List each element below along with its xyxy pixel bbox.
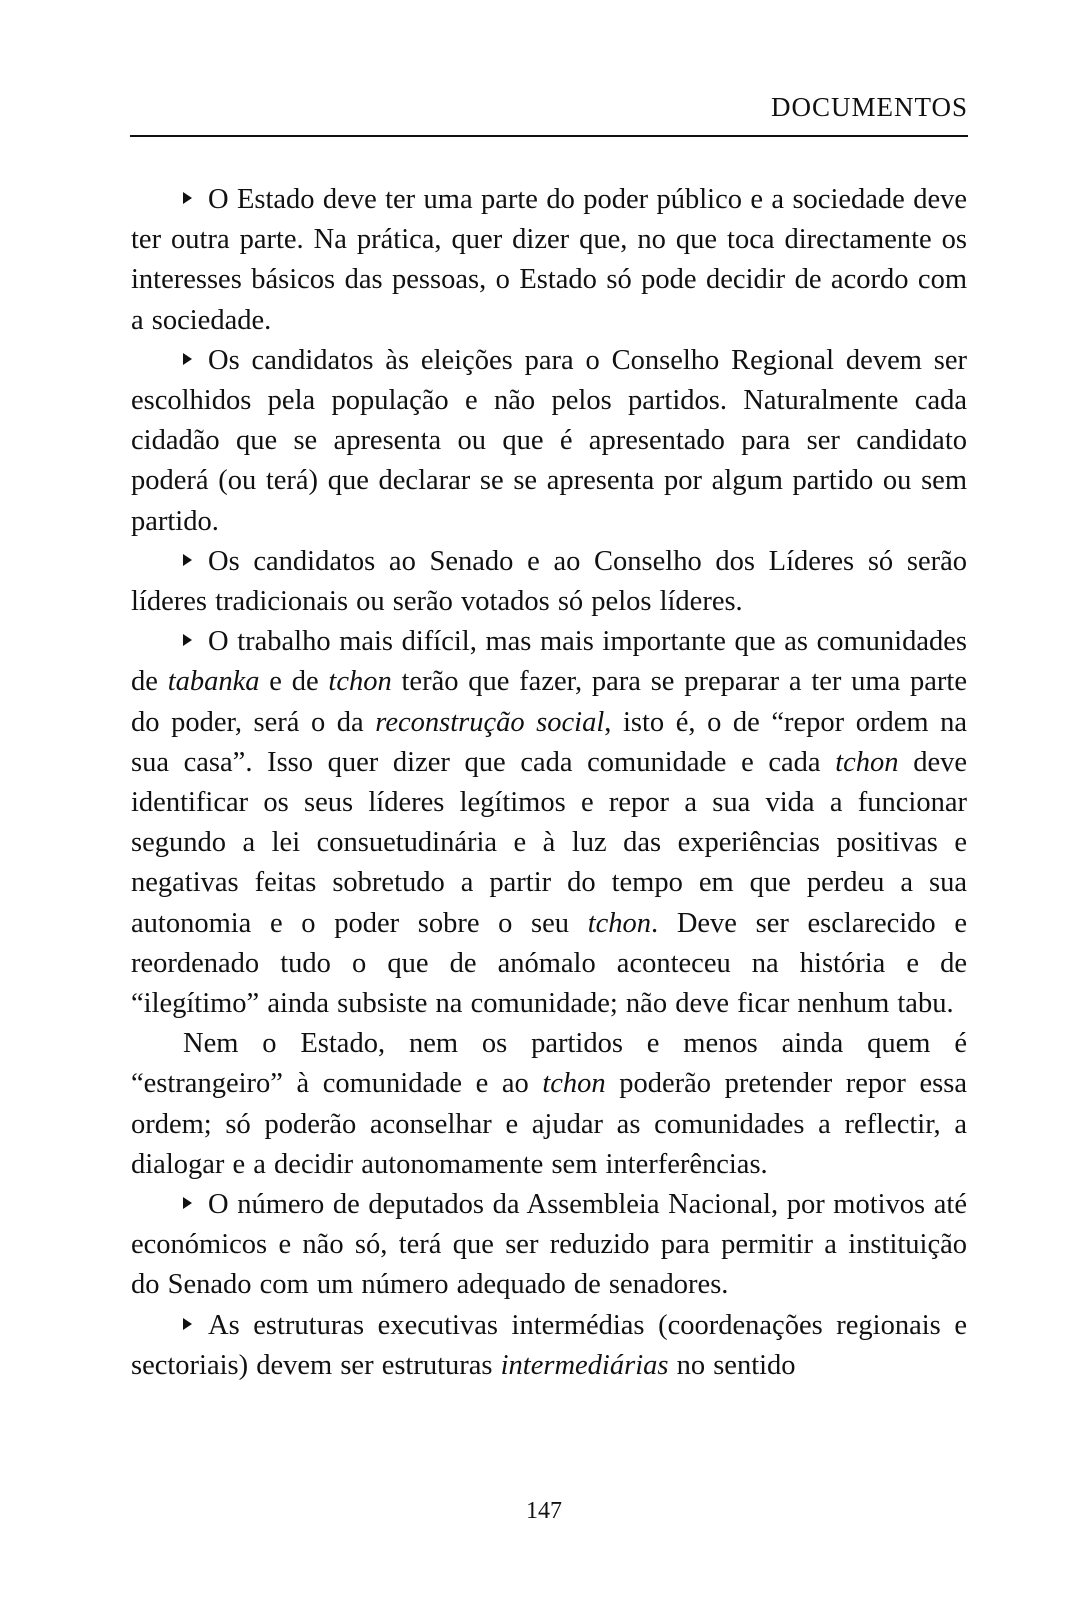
text-run: O trabalho mais difícil, mas mais importante que as comunidades de xyxy=(131,626,967,698)
italic-term: tchon xyxy=(587,907,652,939)
text-run: As estruturas executivas intermédias (coordenações regionais e sectoriais) devem ser estruturas xyxy=(131,1309,967,1381)
paragraph xyxy=(131,341,967,542)
bullet-icon xyxy=(183,634,192,646)
text-run: Os candidatos ao Senado e ao Conselho dos Líderes só serão líderes tradicionais ou serão votados só pelos líderes. xyxy=(131,545,967,618)
bullet-icon xyxy=(183,353,192,365)
text-run: Os candidatos às eleições para o Conselho Regional devem ser escolhidos pela população e não pelos partidos. Naturalmente cada cidadão que se apresenta ou que é apresentado para ser candidato poderá (ou terá) que declarar se se apresenta por algum partido ou sem partido. xyxy=(131,344,967,537)
paragraph xyxy=(131,542,967,622)
paragraph xyxy=(131,180,967,341)
running-header: DOCUMENTOS xyxy=(770,92,968,122)
bullet-icon xyxy=(183,554,192,566)
italic-term: tchon xyxy=(835,746,899,778)
bullet-icon xyxy=(183,192,192,204)
page-number: 147 xyxy=(526,1498,562,1524)
italic-term: tchon xyxy=(542,1068,606,1100)
text-run: O Estado deve ter uma parte do poder público e a sociedade deve ter outra parte. Na prática, quer dizer que, no que toca directamente os interesses básicos das pessoas, o Estado só pode decidir de acordo com a sociedade. xyxy=(131,184,967,336)
bullet-icon xyxy=(183,1318,192,1330)
paragraph xyxy=(131,622,967,1024)
italic-term: reconstrução social xyxy=(375,706,605,738)
paragraph xyxy=(131,1306,967,1386)
text-run: e de xyxy=(259,666,329,698)
text-run: deve identificar os seus líderes legítimos e repor a sua vida a funcionar segundo a lei consuetudinária e à luz das experiências positivas e negativas feitas sobretudo a partir do tempo em que perdeu a sua autonomia e o poder sobre o seu xyxy=(131,746,967,939)
text-run: . Deve ser esclarecido e reordenado tudo o que de anómalo aconteceu na história e de “ilegítimo” ainda subsiste na comunidade; não deve ficar nenhum tabu. xyxy=(131,907,967,1020)
italic-term: tabanka xyxy=(167,666,260,698)
text-run: Nem o Estado, nem os partidos e menos ainda quem é “estrangeiro” à comunidade e ao xyxy=(131,1028,967,1100)
bullet-icon xyxy=(183,1197,192,1209)
italic-term: intermediárias xyxy=(500,1349,669,1381)
text-run: poderão pretender repor essa ordem; só poderão aconselhar e ajudar as comunidades a reflectir, a dialogar e a decidir autonomamente sem interferências. xyxy=(131,1068,967,1180)
text-run: terão que fazer, para se preparar a ter uma parte do poder, será o da xyxy=(131,666,967,738)
text-run: O número de deputados da Assembleia Nacional, por motivos até económicos e não só, terá que ser reduzido para permitir a instituição do Senado com um número adequado de senadores. xyxy=(131,1189,967,1301)
paragraph xyxy=(131,1185,967,1306)
body-text xyxy=(131,180,967,1386)
header-rule xyxy=(130,135,968,137)
paragraph xyxy=(131,1024,967,1185)
text-run: , isto é, o de “repor ordem na sua casa”. Isso quer dizer que cada comunidade e cada xyxy=(131,706,967,778)
text-run: no sentido xyxy=(668,1349,796,1381)
italic-term: tchon xyxy=(328,666,392,698)
